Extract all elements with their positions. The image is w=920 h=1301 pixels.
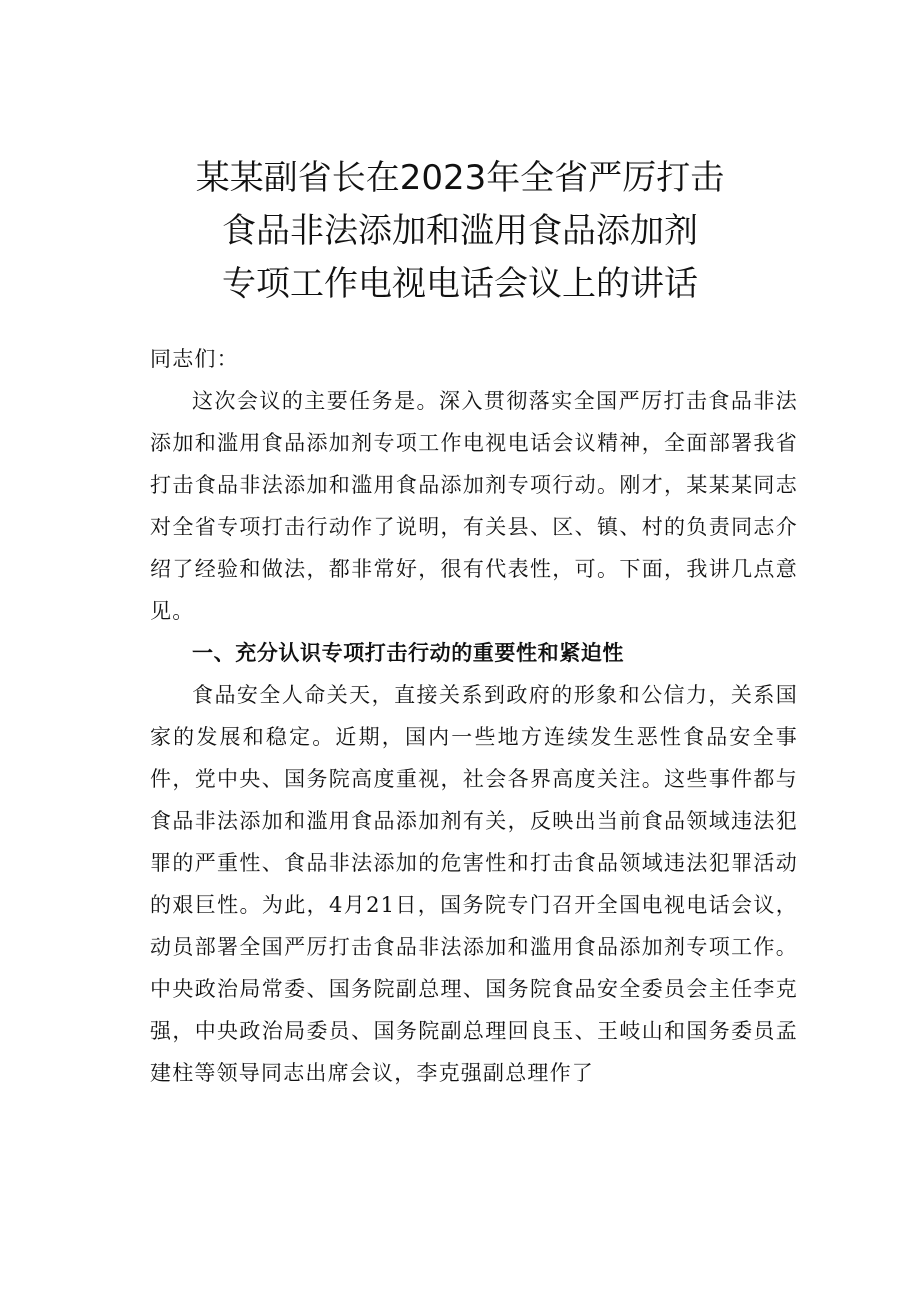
salutation: 同志们：: [150, 347, 239, 371]
title-line-3: 专项工作电视电话会议上的讲话: [222, 264, 698, 304]
title-line-2: 食品非法添加和滥用食品添加剂: [222, 211, 698, 251]
document-title: [150, 152, 770, 311]
section-heading-1: 一、充分认识专项打击行动的重要性和紧迫性: [192, 641, 624, 665]
title-line-1: 某某副省长在2023年全省严厉打击: [195, 158, 725, 198]
document-body: [150, 338, 798, 1094]
intro-paragraph: 这次会议的主要任务是。深入贯彻落实全国严厉打击食品非法添加和滥用食品添加剂专项工作电视电话会议精神，全面部署我省打击食品非法添加和滥用食品添加剂专项行动。刚才，某某某同志对全省专项打击行动作了说明，有关县、区、镇、村的负责同志介绍了经验和做法，都非常好，很有代表性，可。下面，我讲几点意见。: [150, 389, 798, 623]
section-1-paragraph: 食品安全人命关天，直接关系到政府的形象和公信力，关系国家的发展和稳定。近期，国内一些地方连续发生恶性食品安全事件，党中央、国务院高度重视，社会各界高度关注。这些事件都与食品非法添加和滥用食品添加剂有关，反映出当前食品领域违法犯罪的严重性、食品非法添加的危害性和打击食品领域违法犯罪活动的艰巨性。为此，4月21日，国务院专门召开全国电视电话会议，动员部署全国严厉打击食品非法添加和滥用食品添加剂专项工作。中央政治局常委、国务院副总理、国务院食品安全委员会主任李克强，中央政治局委员、国务院副总理回良玉、王岐山和国务委员孟建柱等领导同志出席会议，李克强副总理作了: [150, 683, 798, 1085]
